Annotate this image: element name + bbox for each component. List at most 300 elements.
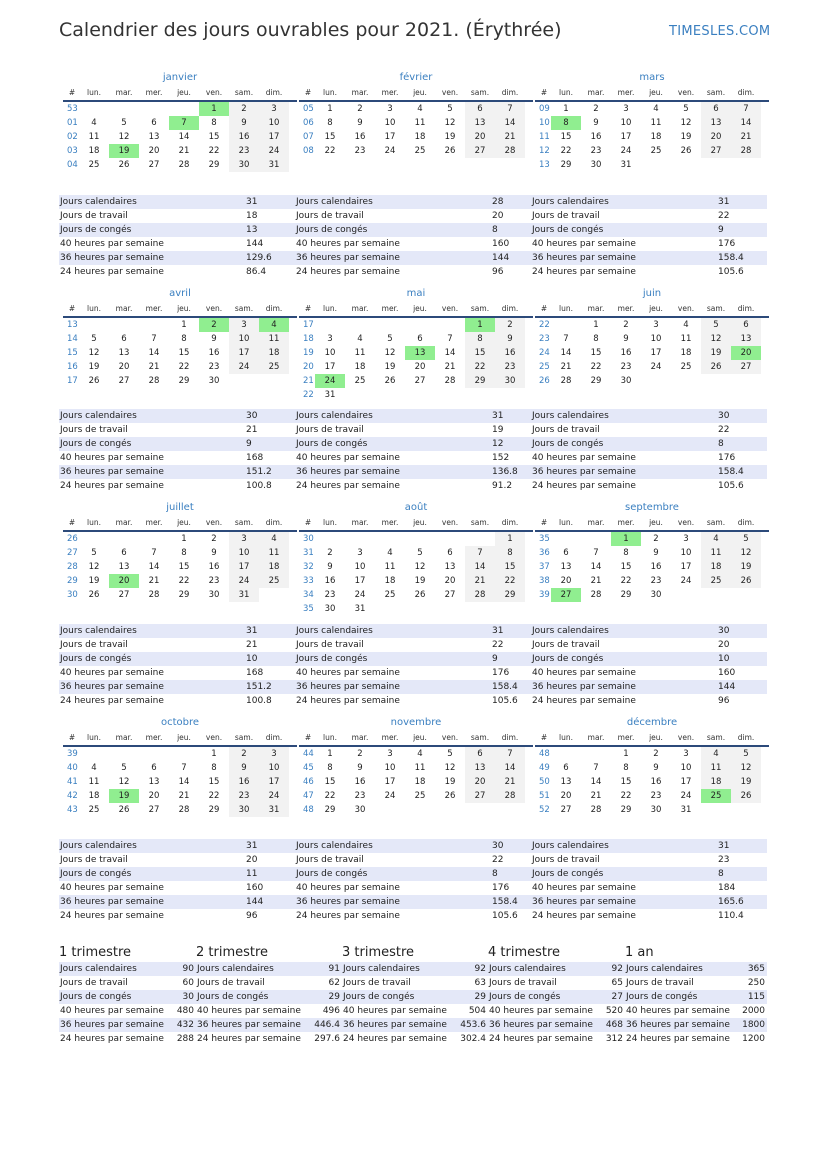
day-cell[interactable]: 27: [731, 360, 761, 374]
day-cell[interactable]: 26: [88, 590, 100, 600]
day-cell[interactable]: 31: [680, 805, 692, 815]
day-cell[interactable]: 11: [701, 761, 731, 775]
day-cell[interactable]: 20: [465, 130, 495, 144]
day-cell[interactable]: 20: [118, 362, 130, 372]
day-cell[interactable]: 7: [495, 747, 525, 761]
day-cell[interactable]: 12: [118, 132, 130, 142]
day-cell[interactable]: 4: [357, 334, 363, 344]
day-cell[interactable]: 21: [148, 576, 160, 586]
day-cell[interactable]: 3: [327, 334, 333, 344]
day-cell[interactable]: 16: [324, 576, 336, 586]
day-cell[interactable]: 27: [414, 376, 426, 386]
day-cell[interactable]: 5: [91, 548, 97, 558]
day-cell[interactable]: 27: [701, 144, 731, 158]
day-cell[interactable]: 23: [229, 789, 259, 803]
day-cell[interactable]: 12: [414, 562, 426, 572]
day-cell[interactable]: 29: [620, 805, 632, 815]
day-cell[interactable]: 17: [259, 130, 289, 144]
day-cell[interactable]: 22: [465, 360, 495, 374]
day-cell[interactable]: 7: [181, 763, 187, 773]
day-cell[interactable]: 11: [259, 332, 289, 346]
day-cell[interactable]: 7: [447, 334, 453, 344]
day-cell[interactable]: 28: [444, 376, 456, 386]
day-cell[interactable]: 27: [444, 590, 456, 600]
day-cell[interactable]: 1: [611, 532, 641, 546]
day-cell[interactable]: 17: [680, 562, 692, 572]
day-cell[interactable]: 23: [208, 576, 220, 586]
day-cell[interactable]: 21: [495, 130, 525, 144]
day-cell[interactable]: 6: [731, 318, 761, 332]
day-cell[interactable]: 7: [593, 763, 599, 773]
day-cell[interactable]: 10: [324, 348, 336, 358]
day-cell[interactable]: 5: [417, 548, 423, 558]
day-cell[interactable]: 14: [148, 562, 160, 572]
day-cell[interactable]: 15: [208, 777, 220, 787]
day-cell[interactable]: 25: [680, 362, 692, 372]
day-cell[interactable]: 9: [229, 761, 259, 775]
day-cell[interactable]: 30: [590, 160, 602, 170]
day-cell[interactable]: 3: [259, 747, 289, 761]
day-cell[interactable]: 18: [88, 146, 100, 156]
day-cell[interactable]: 19: [109, 789, 139, 803]
day-cell[interactable]: 3: [683, 534, 689, 544]
day-cell[interactable]: 23: [650, 576, 662, 586]
day-cell[interactable]: 20: [560, 576, 572, 586]
brand-link[interactable]: TIMESLES.COM: [669, 24, 771, 39]
day-cell[interactable]: 21: [560, 362, 572, 372]
day-cell[interactable]: 5: [701, 318, 731, 332]
day-cell[interactable]: 8: [593, 334, 599, 344]
day-cell[interactable]: 26: [118, 160, 130, 170]
day-cell[interactable]: 17: [324, 362, 336, 372]
day-cell[interactable]: 16: [229, 130, 259, 144]
day-cell[interactable]: 24: [680, 791, 692, 801]
day-cell[interactable]: 8: [211, 763, 217, 773]
day-cell[interactable]: 5: [447, 104, 453, 114]
day-cell[interactable]: 28: [590, 805, 602, 815]
day-cell[interactable]: 4: [387, 548, 393, 558]
day-cell[interactable]: 2: [229, 747, 259, 761]
day-cell[interactable]: 1: [327, 749, 333, 759]
day-cell[interactable]: 28: [148, 376, 160, 386]
day-cell[interactable]: 16: [620, 348, 632, 358]
day-cell[interactable]: 27: [118, 590, 130, 600]
day-cell[interactable]: 2: [357, 104, 363, 114]
day-cell[interactable]: 15: [620, 562, 632, 572]
day-cell[interactable]: 2: [495, 318, 525, 332]
day-cell[interactable]: 24: [620, 146, 632, 156]
day-cell[interactable]: 21: [148, 362, 160, 372]
day-cell[interactable]: 25: [259, 360, 289, 374]
day-cell[interactable]: 4: [91, 118, 97, 128]
day-cell[interactable]: 24: [384, 146, 396, 156]
day-cell[interactable]: 6: [465, 747, 495, 761]
day-cell[interactable]: 8: [465, 332, 495, 346]
day-cell[interactable]: 30: [354, 805, 366, 815]
day-cell[interactable]: 2: [327, 548, 333, 558]
day-cell[interactable]: 7: [169, 116, 199, 130]
day-cell[interactable]: 26: [701, 360, 731, 374]
day-cell[interactable]: 30: [620, 376, 632, 386]
day-cell[interactable]: 5: [731, 532, 761, 546]
day-cell[interactable]: 10: [259, 761, 289, 775]
day-cell[interactable]: 8: [327, 118, 333, 128]
day-cell[interactable]: 2: [199, 318, 229, 332]
day-cell[interactable]: 19: [414, 576, 426, 586]
day-cell[interactable]: 20: [444, 576, 456, 586]
day-cell[interactable]: 31: [354, 604, 366, 614]
day-cell[interactable]: 11: [701, 546, 731, 560]
day-cell[interactable]: 29: [620, 590, 632, 600]
day-cell[interactable]: 25: [701, 574, 731, 588]
day-cell[interactable]: 11: [680, 334, 692, 344]
day-cell[interactable]: 8: [327, 763, 333, 773]
day-cell[interactable]: 2: [357, 749, 363, 759]
day-cell[interactable]: 20: [465, 775, 495, 789]
day-cell[interactable]: 26: [680, 146, 692, 156]
day-cell[interactable]: 27: [551, 588, 581, 602]
day-cell[interactable]: 9: [229, 116, 259, 130]
day-cell[interactable]: 15: [560, 132, 572, 142]
day-cell[interactable]: 15: [324, 777, 336, 787]
day-cell[interactable]: 7: [563, 334, 569, 344]
day-cell[interactable]: 9: [211, 548, 217, 558]
day-cell[interactable]: 1: [211, 749, 217, 759]
day-cell[interactable]: 1: [495, 532, 525, 546]
day-cell[interactable]: 17: [384, 132, 396, 142]
day-cell[interactable]: 3: [387, 749, 393, 759]
day-cell[interactable]: 28: [731, 144, 761, 158]
day-cell[interactable]: 23: [590, 146, 602, 156]
day-cell[interactable]: 5: [121, 763, 127, 773]
day-cell[interactable]: 28: [178, 160, 190, 170]
day-cell[interactable]: 5: [121, 118, 127, 128]
day-cell[interactable]: 6: [563, 763, 569, 773]
day-cell[interactable]: 28: [590, 590, 602, 600]
day-cell[interactable]: 15: [178, 562, 190, 572]
day-cell[interactable]: 29: [324, 805, 336, 815]
day-cell[interactable]: 28: [465, 588, 495, 602]
day-cell[interactable]: 3: [259, 102, 289, 116]
day-cell[interactable]: 7: [495, 102, 525, 116]
day-cell[interactable]: 23: [495, 360, 525, 374]
day-cell[interactable]: 9: [357, 763, 363, 773]
day-cell[interactable]: 12: [701, 332, 731, 346]
day-cell[interactable]: 24: [384, 791, 396, 801]
day-cell[interactable]: 19: [731, 560, 761, 574]
day-cell[interactable]: 21: [178, 146, 190, 156]
day-cell[interactable]: 29: [208, 160, 220, 170]
day-cell[interactable]: 7: [151, 548, 157, 558]
day-cell[interactable]: 23: [354, 146, 366, 156]
day-cell[interactable]: 17: [650, 348, 662, 358]
day-cell[interactable]: 14: [444, 348, 456, 358]
day-cell[interactable]: 14: [495, 116, 525, 130]
day-cell[interactable]: 5: [91, 334, 97, 344]
day-cell[interactable]: 12: [118, 777, 130, 787]
day-cell[interactable]: 12: [680, 118, 692, 128]
day-cell[interactable]: 17: [620, 132, 632, 142]
day-cell[interactable]: 28: [560, 376, 572, 386]
day-cell[interactable]: 30: [208, 590, 220, 600]
day-cell[interactable]: 13: [444, 562, 456, 572]
day-cell[interactable]: 20: [560, 791, 572, 801]
day-cell[interactable]: 11: [259, 546, 289, 560]
day-cell[interactable]: 26: [444, 146, 456, 156]
day-cell[interactable]: 23: [650, 791, 662, 801]
day-cell[interactable]: 2: [653, 534, 659, 544]
day-cell[interactable]: 23: [229, 144, 259, 158]
day-cell[interactable]: 29: [208, 805, 220, 815]
day-cell[interactable]: 2: [623, 320, 629, 330]
day-cell[interactable]: 16: [208, 562, 220, 572]
day-cell[interactable]: 12: [88, 348, 100, 358]
day-cell[interactable]: 22: [208, 791, 220, 801]
day-cell[interactable]: 22: [590, 362, 602, 372]
day-cell[interactable]: 4: [417, 749, 423, 759]
day-cell[interactable]: 16: [650, 777, 662, 787]
day-cell[interactable]: 18: [88, 791, 100, 801]
day-cell[interactable]: 28: [495, 789, 525, 803]
day-cell[interactable]: 12: [444, 763, 456, 773]
day-cell[interactable]: 31: [229, 588, 259, 602]
day-cell[interactable]: 9: [495, 332, 525, 346]
day-cell[interactable]: 20: [148, 791, 160, 801]
day-cell[interactable]: 5: [447, 749, 453, 759]
day-cell[interactable]: 29: [590, 376, 602, 386]
day-cell[interactable]: 27: [465, 144, 495, 158]
day-cell[interactable]: 10: [620, 118, 632, 128]
day-cell[interactable]: 3: [653, 320, 659, 330]
day-cell[interactable]: 26: [731, 789, 761, 803]
day-cell[interactable]: 9: [211, 334, 217, 344]
day-cell[interactable]: 20: [414, 362, 426, 372]
day-cell[interactable]: 11: [414, 118, 426, 128]
day-cell[interactable]: 23: [208, 362, 220, 372]
day-cell[interactable]: 16: [208, 348, 220, 358]
day-cell[interactable]: 12: [731, 761, 761, 775]
day-cell[interactable]: 24: [229, 574, 259, 588]
day-cell[interactable]: 28: [148, 590, 160, 600]
day-cell[interactable]: 15: [620, 777, 632, 787]
day-cell[interactable]: 29: [465, 374, 495, 388]
day-cell[interactable]: 16: [354, 777, 366, 787]
day-cell[interactable]: 22: [178, 576, 190, 586]
day-cell[interactable]: 10: [650, 334, 662, 344]
day-cell[interactable]: 6: [465, 102, 495, 116]
day-cell[interactable]: 1: [623, 749, 629, 759]
day-cell[interactable]: 23: [354, 791, 366, 801]
day-cell[interactable]: 15: [208, 132, 220, 142]
day-cell[interactable]: 4: [259, 532, 289, 546]
day-cell[interactable]: 30: [324, 604, 336, 614]
day-cell[interactable]: 2: [211, 534, 217, 544]
day-cell[interactable]: 9: [653, 548, 659, 558]
day-cell[interactable]: 3: [387, 104, 393, 114]
day-cell[interactable]: 11: [650, 118, 662, 128]
day-cell[interactable]: 16: [650, 562, 662, 572]
day-cell[interactable]: 26: [384, 376, 396, 386]
day-cell[interactable]: 7: [731, 102, 761, 116]
day-cell[interactable]: 13: [118, 562, 130, 572]
day-cell[interactable]: 31: [620, 160, 632, 170]
day-cell[interactable]: 19: [444, 777, 456, 787]
day-cell[interactable]: 17: [354, 576, 366, 586]
day-cell[interactable]: 22: [620, 576, 632, 586]
day-cell[interactable]: 10: [229, 546, 259, 560]
day-cell[interactable]: 24: [259, 789, 289, 803]
day-cell[interactable]: 30: [208, 376, 220, 386]
day-cell[interactable]: 9: [653, 763, 659, 773]
day-cell[interactable]: 14: [148, 348, 160, 358]
day-cell[interactable]: 24: [259, 144, 289, 158]
day-cell[interactable]: 16: [590, 132, 602, 142]
day-cell[interactable]: 22: [208, 146, 220, 156]
day-cell[interactable]: 27: [148, 805, 160, 815]
day-cell[interactable]: 12: [384, 348, 396, 358]
day-cell[interactable]: 20: [701, 130, 731, 144]
day-cell[interactable]: 22: [324, 791, 336, 801]
day-cell[interactable]: 13: [465, 761, 495, 775]
day-cell[interactable]: 18: [701, 775, 731, 789]
day-cell[interactable]: 15: [324, 132, 336, 142]
day-cell[interactable]: 23: [324, 590, 336, 600]
day-cell[interactable]: 17: [680, 777, 692, 787]
day-cell[interactable]: 18: [259, 346, 289, 360]
day-cell[interactable]: 12: [88, 562, 100, 572]
day-cell[interactable]: 25: [259, 574, 289, 588]
day-cell[interactable]: 8: [211, 118, 217, 128]
day-cell[interactable]: 18: [259, 560, 289, 574]
day-cell[interactable]: 13: [405, 346, 435, 360]
day-cell[interactable]: 20: [731, 346, 761, 360]
day-cell[interactable]: 18: [680, 348, 692, 358]
day-cell[interactable]: 12: [444, 118, 456, 128]
day-cell[interactable]: 22: [620, 791, 632, 801]
day-cell[interactable]: 28: [495, 144, 525, 158]
day-cell[interactable]: 1: [181, 534, 187, 544]
day-cell[interactable]: 4: [417, 104, 423, 114]
day-cell[interactable]: 27: [465, 789, 495, 803]
day-cell[interactable]: 18: [414, 777, 426, 787]
day-cell[interactable]: 19: [701, 346, 731, 360]
day-cell[interactable]: 7: [465, 546, 495, 560]
day-cell[interactable]: 24: [680, 576, 692, 586]
day-cell[interactable]: 12: [731, 546, 761, 560]
day-cell[interactable]: 6: [701, 102, 731, 116]
day-cell[interactable]: 24: [229, 360, 259, 374]
day-cell[interactable]: 30: [229, 158, 259, 172]
day-cell[interactable]: 31: [324, 390, 336, 400]
day-cell[interactable]: 15: [495, 560, 525, 574]
day-cell[interactable]: 10: [354, 562, 366, 572]
day-cell[interactable]: 19: [731, 775, 761, 789]
day-cell[interactable]: 28: [178, 805, 190, 815]
day-cell[interactable]: 25: [650, 146, 662, 156]
day-cell[interactable]: 4: [701, 532, 731, 546]
day-cell[interactable]: 26: [444, 791, 456, 801]
day-cell[interactable]: 21: [731, 130, 761, 144]
day-cell[interactable]: 8: [181, 548, 187, 558]
day-cell[interactable]: 24: [315, 374, 345, 388]
day-cell[interactable]: 2: [653, 749, 659, 759]
day-cell[interactable]: 24: [354, 590, 366, 600]
day-cell[interactable]: 30: [650, 805, 662, 815]
day-cell[interactable]: 2: [229, 102, 259, 116]
day-cell[interactable]: 11: [414, 763, 426, 773]
day-cell[interactable]: 2: [593, 104, 599, 114]
day-cell[interactable]: 7: [593, 548, 599, 558]
day-cell[interactable]: 10: [680, 763, 692, 773]
day-cell[interactable]: 23: [620, 362, 632, 372]
day-cell[interactable]: 14: [590, 562, 602, 572]
day-cell[interactable]: 19: [384, 362, 396, 372]
day-cell[interactable]: 14: [560, 348, 572, 358]
day-cell[interactable]: 30: [229, 803, 259, 817]
day-cell[interactable]: 25: [88, 805, 100, 815]
day-cell[interactable]: 19: [88, 576, 100, 586]
day-cell[interactable]: 10: [680, 548, 692, 558]
day-cell[interactable]: 13: [118, 348, 130, 358]
day-cell[interactable]: 3: [357, 548, 363, 558]
day-cell[interactable]: 26: [731, 574, 761, 588]
day-cell[interactable]: 25: [354, 376, 366, 386]
day-cell[interactable]: 19: [680, 132, 692, 142]
day-cell[interactable]: 14: [178, 777, 190, 787]
day-cell[interactable]: 25: [414, 791, 426, 801]
day-cell[interactable]: 1: [181, 320, 187, 330]
day-cell[interactable]: 22: [324, 146, 336, 156]
day-cell[interactable]: 20: [109, 574, 139, 588]
day-cell[interactable]: 18: [354, 362, 366, 372]
day-cell[interactable]: 29: [178, 590, 190, 600]
day-cell[interactable]: 13: [560, 562, 572, 572]
day-cell[interactable]: 4: [653, 104, 659, 114]
day-cell[interactable]: 16: [495, 346, 525, 360]
day-cell[interactable]: 26: [414, 590, 426, 600]
day-cell[interactable]: 6: [151, 118, 157, 128]
day-cell[interactable]: 31: [259, 803, 289, 817]
day-cell[interactable]: 21: [590, 791, 602, 801]
day-cell[interactable]: 6: [151, 763, 157, 773]
day-cell[interactable]: 10: [384, 118, 396, 128]
day-cell[interactable]: 14: [465, 560, 495, 574]
day-cell[interactable]: 9: [327, 562, 333, 572]
day-cell[interactable]: 5: [683, 104, 689, 114]
day-cell[interactable]: 27: [118, 376, 130, 386]
day-cell[interactable]: 19: [109, 144, 139, 158]
day-cell[interactable]: 25: [701, 789, 731, 803]
day-cell[interactable]: 9: [623, 334, 629, 344]
day-cell[interactable]: 14: [178, 132, 190, 142]
day-cell[interactable]: 18: [414, 132, 426, 142]
day-cell[interactable]: 18: [650, 132, 662, 142]
day-cell[interactable]: 16: [229, 775, 259, 789]
day-cell[interactable]: 25: [414, 146, 426, 156]
day-cell[interactable]: 13: [148, 132, 160, 142]
day-cell[interactable]: 4: [259, 318, 289, 332]
day-cell[interactable]: 11: [384, 562, 396, 572]
day-cell[interactable]: 16: [354, 132, 366, 142]
day-cell[interactable]: 3: [623, 104, 629, 114]
day-cell[interactable]: 24: [650, 362, 662, 372]
day-cell[interactable]: 25: [88, 160, 100, 170]
day-cell[interactable]: 31: [259, 158, 289, 172]
day-cell[interactable]: 15: [590, 348, 602, 358]
day-cell[interactable]: 17: [229, 346, 259, 360]
day-cell[interactable]: 3: [229, 532, 259, 546]
day-cell[interactable]: 1: [327, 104, 333, 114]
